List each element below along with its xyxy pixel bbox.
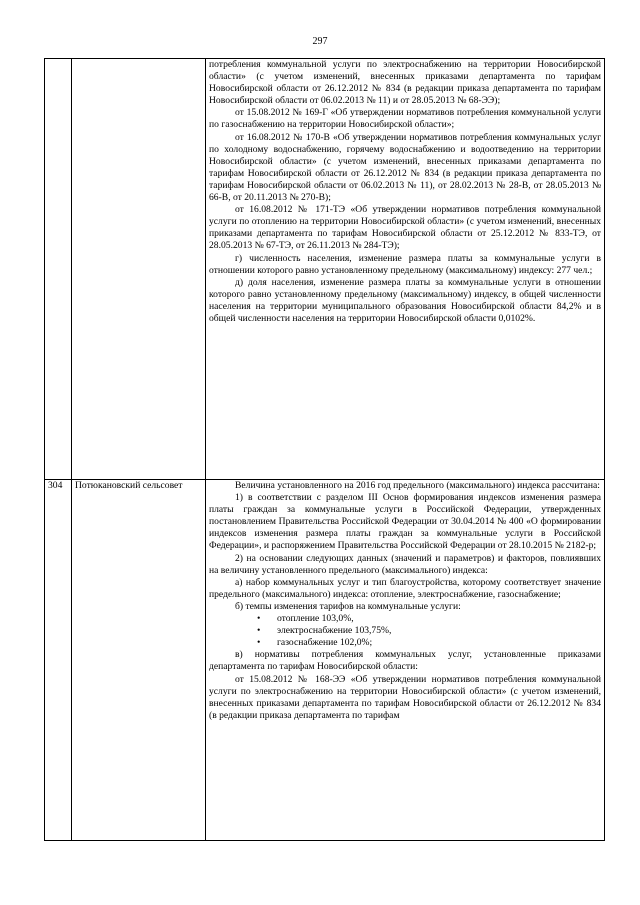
paragraph: от 15.08.2012 № 169-Г «Об утверждении нормативов потребления коммунальной услуги по газоснабжению на территории Новосибирской области»; — [209, 107, 601, 131]
document-table — [44, 58, 605, 841]
list-item: • отопление 103,0%, — [257, 613, 601, 625]
paragraph: а) набор коммунальных услуг и тип благоустройства, которому соответствует значение предельного (максимального) индекса: отопление, электроснабжение, газоснабжение; — [209, 576, 601, 600]
table-row — [45, 480, 605, 841]
description-cell — [206, 480, 605, 841]
table-row — [45, 59, 605, 480]
list-item: • электроснабжение 103,75%, — [257, 625, 601, 637]
municipality-cell: Потюкановский сельсовет — [72, 480, 206, 841]
row-number-cell: 304 — [45, 480, 72, 841]
paragraph: Величина установленного на 2016 год предельного (максимального) индекса рассчитана: — [235, 480, 600, 491]
paragraph: от 16.08.2012 № 170-В «Об утверждении нормативов потребления коммунальных услуг по холодному водоснабжению, горячему водоснабжению и водоотведению на территории Новосибирской области» (с учетом изменений, внесенных приказами департамента по тарифам Новосибирской области от 26.12.2012 № 834 (в редакции приказа департамента по тарифам Новосибирской области от 06.02.2013 № 11), от 28.02.2013 № 28-В, от 28.05.2013 № 66-В, от 20.11.2013 № 270-В); — [209, 131, 601, 204]
paragraph: потребления коммунальной услуги по электроснабжению на территории Новосибирской области» (с учетом изменений, внесенных приказами департамента по тарифам Новосибирской области от 26.12.2012 № 834 (в редакции приказа департамента по тарифам Новосибирской области от 06.02.2013 № 11) и от 28.05.2013 № 68-ЭЭ); — [209, 59, 601, 107]
paragraph: д) доля населения, изменение размера платы за коммунальные услуги в отношении которого равно установленному предельному (максимальному) индексу, в общей численности населения на территории муниципального образования Новосибирской области 84,2% и в общей численности населения на территории Новосибирской области 0,0102%. — [209, 276, 601, 324]
paragraph: 1) в соответствии с разделом III Основ формирования индексов изменения размера платы граждан за коммунальные услуги в Российской Федерации, утвержденных постановлением Правительства Российской Федерации от 30.04.2014 № 400 «О формировании индексов изменения размера платы граждан за коммунальные услуги в Российской Федерации», и распоряжением Правительства Российской Федерации от 28.10.2015 № 2182-р; — [209, 492, 601, 552]
municipality-cell — [72, 59, 206, 480]
paragraph: 2) на основании следующих данных (значений и параметров) и факторов, повлиявших на величину установленного предельного (максимального) индекса: — [209, 552, 601, 576]
paragraph: от 16.08.2012 № 171-ТЭ «Об утверждении нормативов потребления коммунальной услуги по отоплению на территории Новосибирской области» (с учетом изменений, внесенных приказами департамента по тарифам Новосибирской области от 25.12.2012 № 833-ТЭ, от 28.05.2013 № 67-ТЭ, от 26.11.2013 № 284-ТЭ); — [209, 204, 601, 252]
tariff-list — [257, 613, 601, 649]
paragraph: г) численность населения, изменение размера платы за коммунальные услуги в отношении которого равно установленному предельному (максимальному) индексу: 277 чел.; — [209, 252, 601, 276]
list-item: • газоснабжение 102,0%; — [257, 637, 601, 649]
description-cell — [206, 59, 605, 480]
paragraph: б) темпы изменения тарифов на коммунальные услуги: — [235, 600, 461, 612]
row-number-cell — [45, 59, 72, 480]
page-number: 297 — [312, 36, 328, 47]
paragraph: от 15.08.2012 № 168-ЭЭ «Об утверждении нормативов потребления коммунальной услуги по электроснабжению на территории Новосибирской области» (с учетом изменений, внесенных приказами департамента по тарифам Новосибирской области от 26.12.2012 № 834 (в редакции приказа департамента по тарифам — [209, 673, 601, 721]
paragraph: в) нормативы потребления коммунальных услуг, установленные приказами департамента по тарифам Новосибирской области: — [209, 649, 601, 673]
